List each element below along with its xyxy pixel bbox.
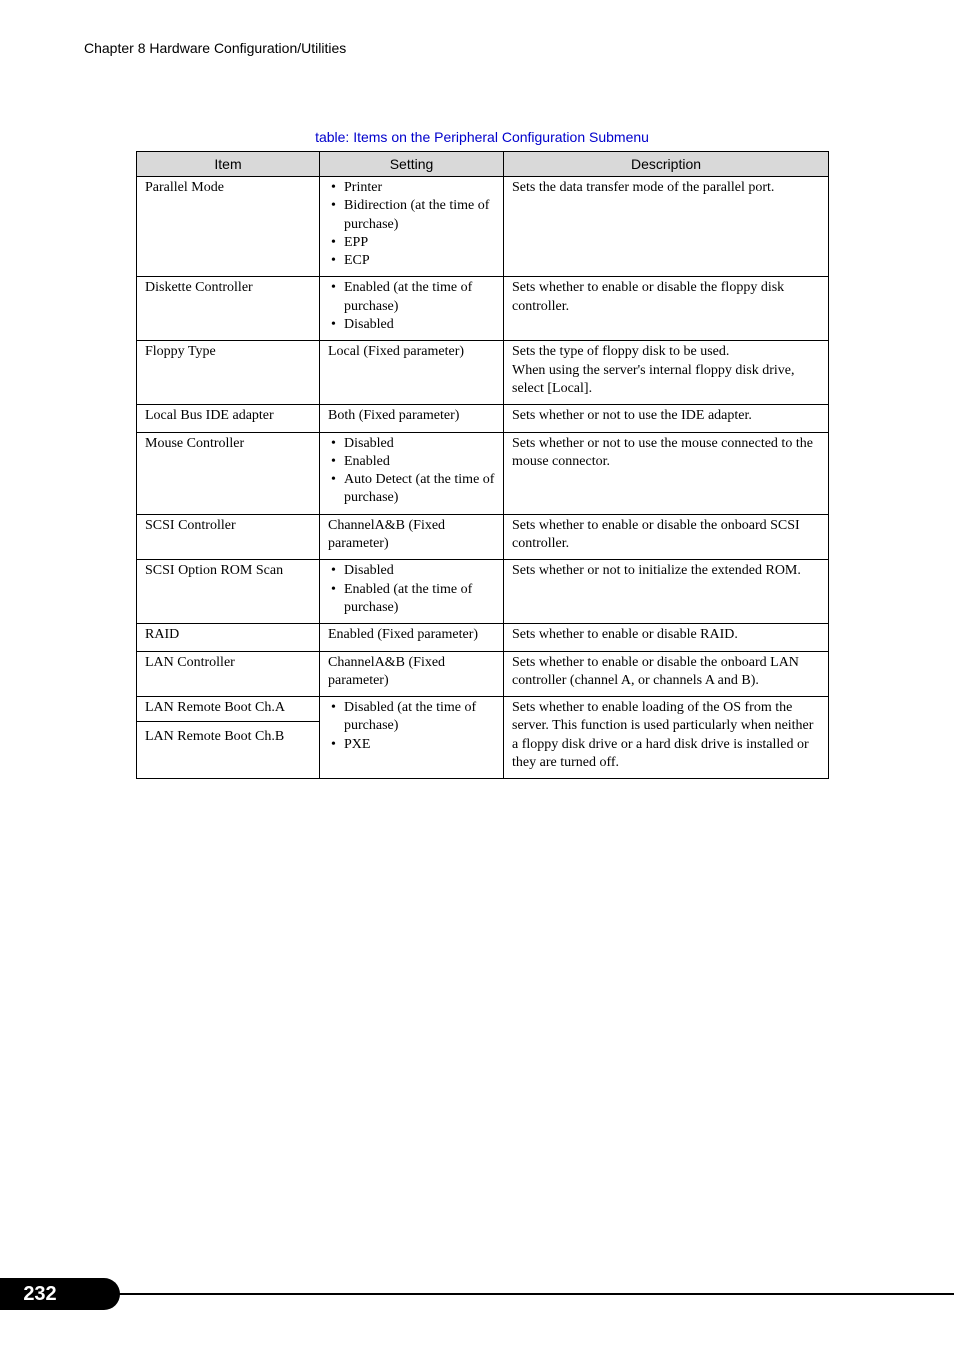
description-cell xyxy=(504,560,829,624)
item-cell: RAID xyxy=(137,624,320,651)
description-text: Sets whether to enable or disable the floppy disk controller. xyxy=(512,280,785,314)
item-cell: SCSI Controller xyxy=(137,514,320,560)
setting-list xyxy=(328,179,495,270)
description-text: When using the server's internal floppy disk drive, select [Local]. xyxy=(512,362,795,396)
description-text: Sets whether to enable or disable the onboard SCSI controller. xyxy=(512,517,800,552)
item-cell xyxy=(137,697,320,779)
description-text: Sets the data transfer mode of the parallel port. xyxy=(512,180,775,195)
item-name: LAN Remote Boot Ch.A xyxy=(145,700,285,716)
setting-option: • Auto Detect (at the time of purchase) xyxy=(344,471,495,508)
description-cell xyxy=(504,177,829,277)
setting-option: • Printer xyxy=(344,179,495,197)
setting-option: • Disabled xyxy=(344,316,495,334)
table-row xyxy=(137,514,829,560)
table-row xyxy=(137,277,829,341)
item-cell: SCSI Option ROM Scan xyxy=(137,560,320,624)
setting-cell xyxy=(320,560,504,624)
description-text: Sets the type of floppy disk to be used. xyxy=(512,344,730,360)
setting-option: • Disabled (at the time of purchase) xyxy=(344,699,495,736)
description-text: Sets whether or not to use the IDE adapter. xyxy=(512,408,752,424)
description-text: Sets whether or not to use the mouse connected to the mouse connector. xyxy=(512,435,813,469)
item-cell: Local Bus IDE adapter xyxy=(137,405,320,432)
setting-option: • Disabled xyxy=(344,562,495,580)
table-row xyxy=(137,405,829,432)
setting-list xyxy=(328,562,495,617)
setting-option: • ECP xyxy=(344,252,495,270)
table-row xyxy=(137,560,829,624)
peripheral-config-table xyxy=(136,151,829,779)
item-cell: Mouse Controller xyxy=(137,432,320,514)
setting-option: • PXE xyxy=(344,736,495,754)
description-text: Sets whether to enable loading of the OS from the server. This function is used particularly when neither a floppy disk drive or a hard disk drive is installed or they are turned off. xyxy=(512,700,814,771)
setting-cell xyxy=(320,432,504,514)
description-text: Sets whether or not to initialize the extended ROM. xyxy=(512,563,801,579)
setting-cell: Enabled (Fixed parameter) xyxy=(320,624,504,651)
description-cell xyxy=(504,624,829,651)
setting-cell xyxy=(320,277,504,341)
setting-option: • Disabled xyxy=(344,435,495,453)
table-row xyxy=(137,697,829,779)
table-row xyxy=(137,341,829,405)
header-description: Description xyxy=(504,152,829,177)
setting-option: • EPP xyxy=(344,234,495,252)
description-text: Sets whether to enable or disable the onboard LAN controller (channel A, or channels A and B). xyxy=(512,654,799,688)
setting-option: • Enabled (at the time of purchase) xyxy=(344,279,495,316)
setting-option: • Enabled (at the time of purchase) xyxy=(344,581,495,618)
description-text: Sets whether to enable or disable RAID. xyxy=(512,627,738,643)
item-cell: Diskette Controller xyxy=(137,277,320,341)
setting-cell xyxy=(320,697,504,779)
setting-list xyxy=(328,279,495,334)
setting-cell xyxy=(320,177,504,277)
description-cell xyxy=(504,341,829,405)
description-cell xyxy=(504,277,829,341)
table-row xyxy=(137,624,829,651)
setting-option: • Enabled xyxy=(344,453,495,471)
footer-rule xyxy=(110,1293,954,1295)
item-name: LAN Remote Boot Ch.B xyxy=(137,721,319,746)
header-setting: Setting xyxy=(320,152,504,177)
setting-cell: Local (Fixed parameter) xyxy=(320,341,504,405)
table-row xyxy=(137,651,829,697)
table-header-row xyxy=(137,152,829,177)
description-cell xyxy=(504,697,829,779)
description-cell xyxy=(504,432,829,514)
table-row xyxy=(137,177,829,277)
item-cell: Parallel Mode xyxy=(137,177,320,277)
table-row xyxy=(137,432,829,514)
setting-cell: ChannelA&B (Fixed parameter) xyxy=(320,651,504,697)
setting-cell: Both (Fixed parameter) xyxy=(320,405,504,432)
setting-list xyxy=(328,699,495,754)
page-number: 232 xyxy=(0,1278,120,1310)
description-cell xyxy=(504,405,829,432)
setting-list xyxy=(328,435,495,508)
setting-cell: ChannelA&B (Fixed parameter) xyxy=(320,514,504,560)
table-caption: table: Items on the Peripheral Configuration Submenu xyxy=(315,129,649,145)
description-cell xyxy=(504,651,829,697)
setting-option: • Bidirection (at the time of purchase) xyxy=(344,197,495,234)
header-item: Item xyxy=(137,152,320,177)
item-cell: Floppy Type xyxy=(137,341,320,405)
description-cell xyxy=(504,514,829,560)
item-cell: LAN Controller xyxy=(137,651,320,697)
chapter-header: Chapter 8 Hardware Configuration/Utilities xyxy=(84,40,347,56)
